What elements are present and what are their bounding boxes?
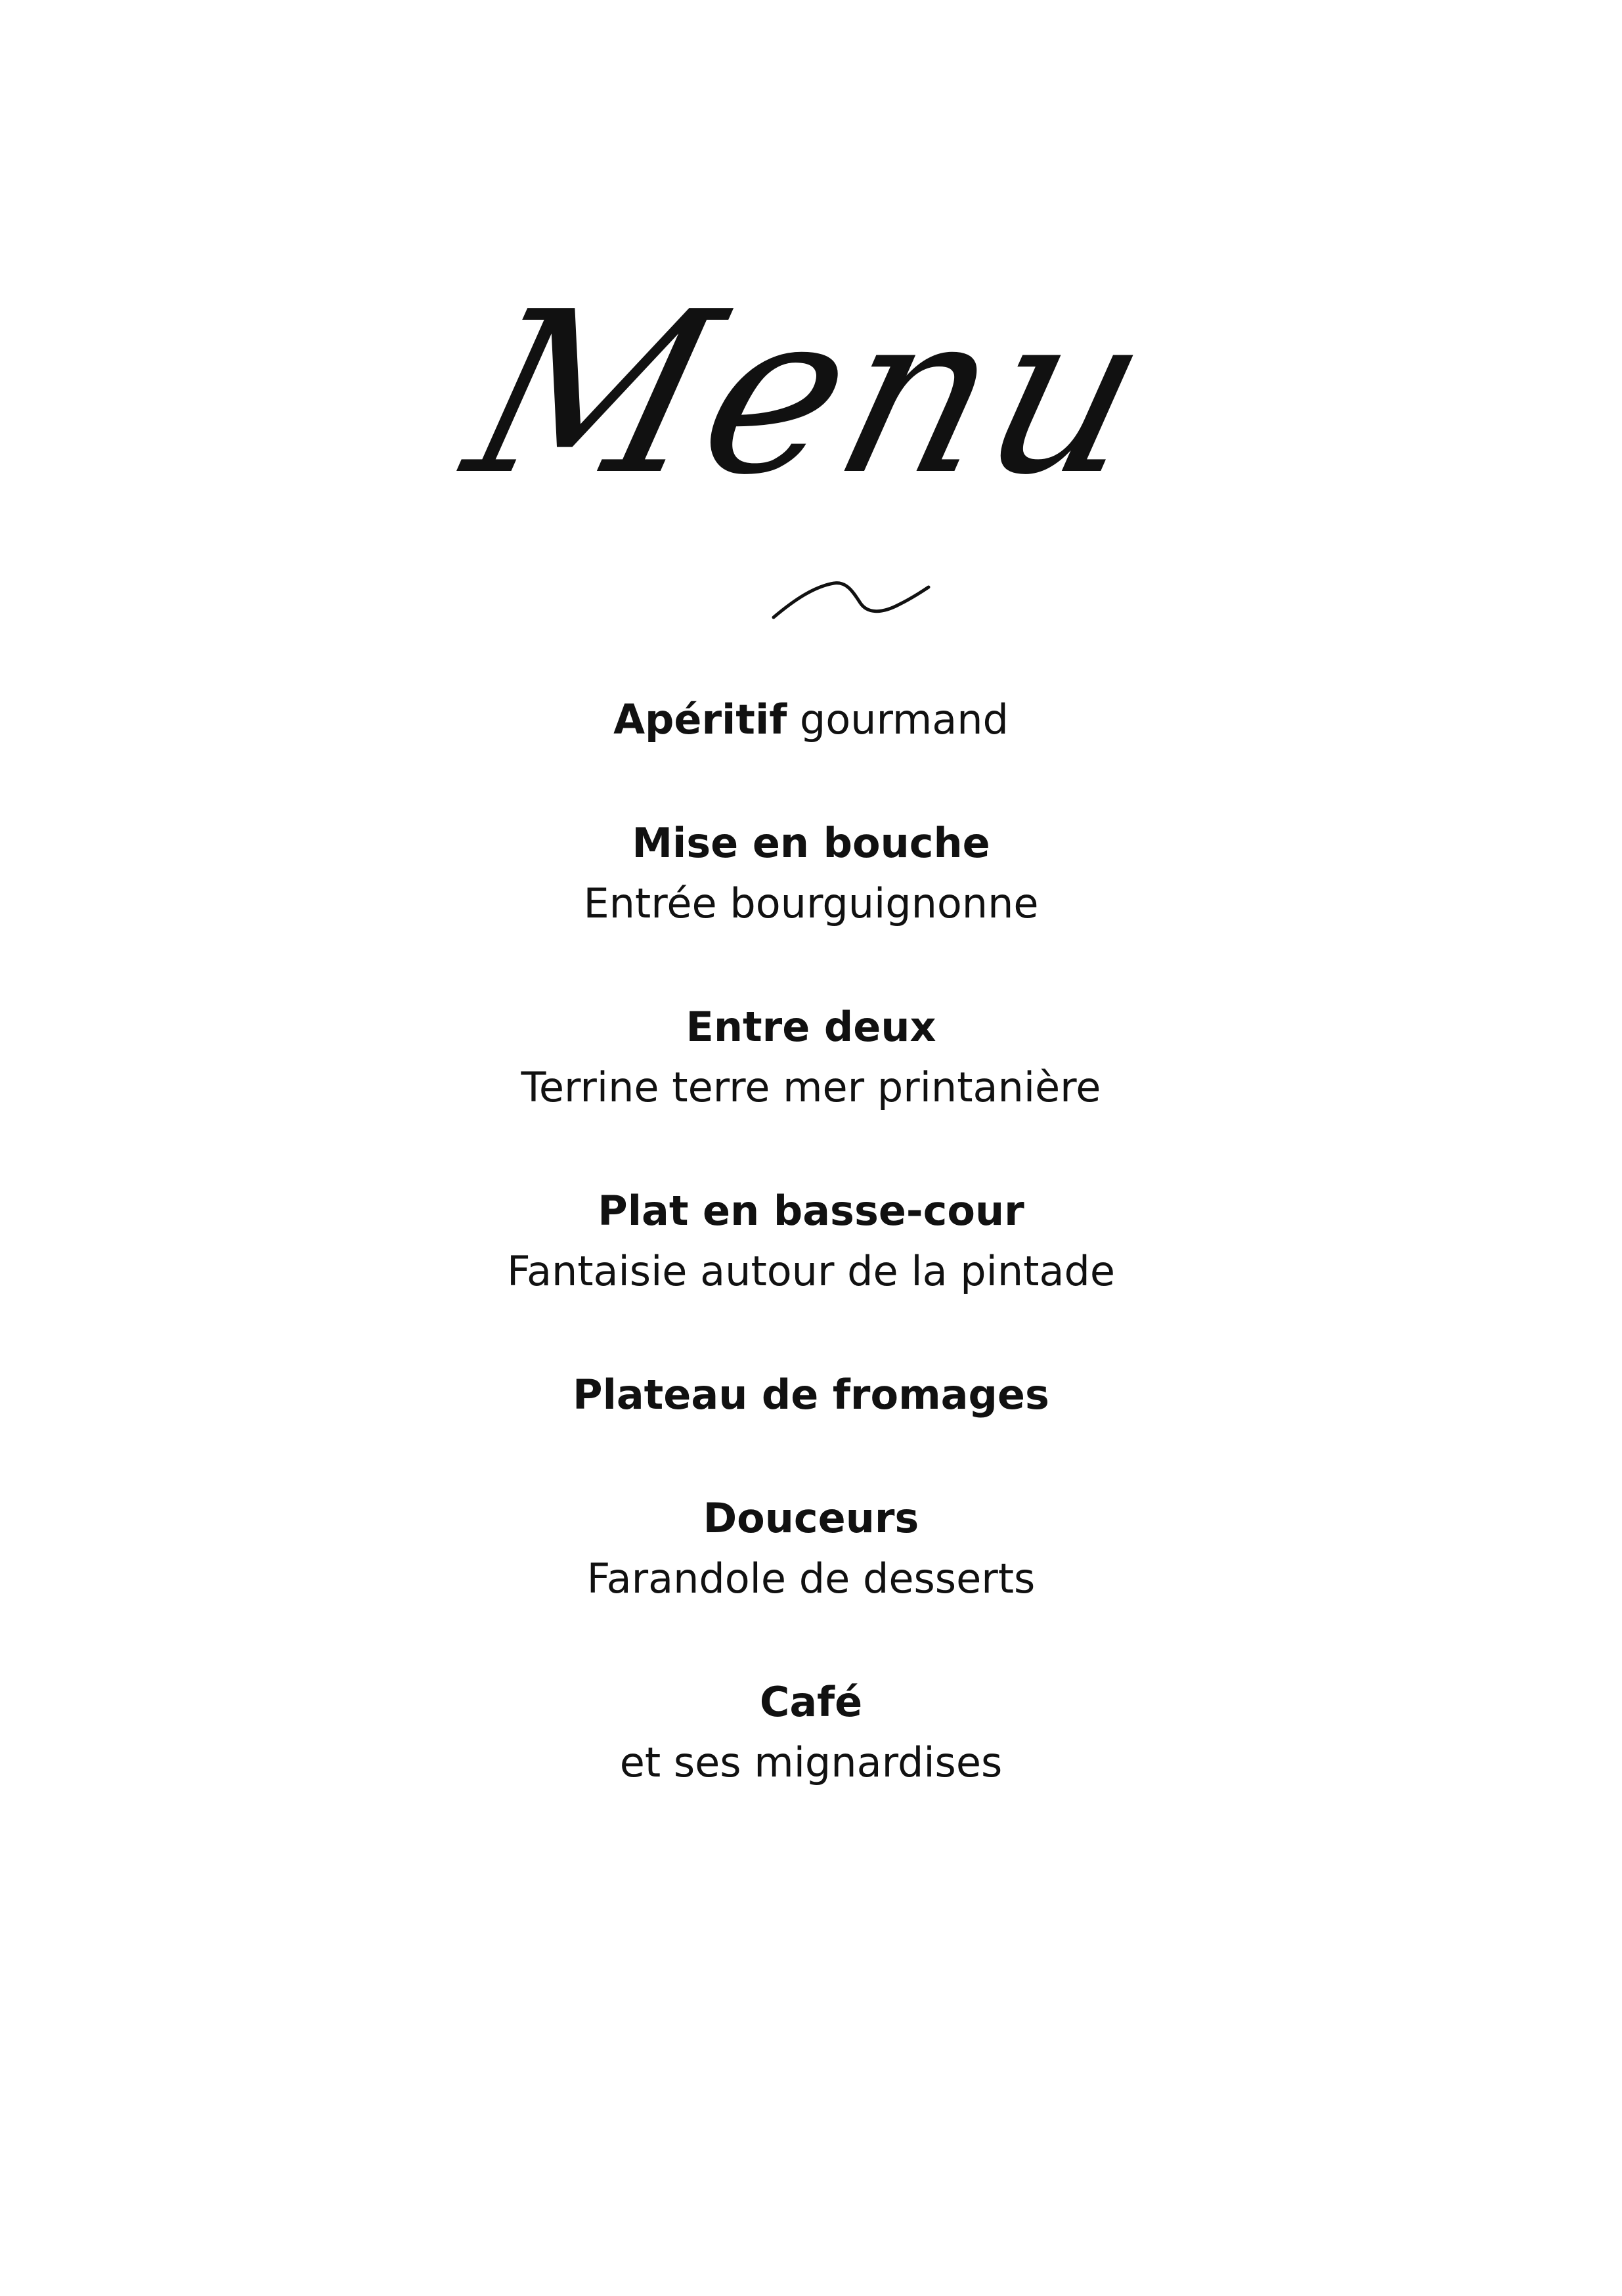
course-name: Plateau de fromages <box>573 1371 1049 1419</box>
course-aperitif <box>0 690 1622 750</box>
course-description: Fantaisie autour de la pintade <box>506 1247 1115 1295</box>
course-name: Entre deux <box>686 1003 936 1051</box>
course-entre-deux <box>0 997 1622 1118</box>
course-description: et ses mignardises <box>619 1738 1003 1786</box>
course-name: Plat en basse-cour <box>598 1187 1024 1235</box>
course-name: Mise en bouche <box>632 819 990 867</box>
course-description: Terrine terre mer printanière <box>521 1063 1101 1111</box>
wave-flourish-icon <box>768 563 932 623</box>
course-douceurs <box>0 1488 1622 1609</box>
menu-body <box>0 690 1622 1856</box>
course-description: gourmand <box>799 695 1009 743</box>
course-fromages <box>0 1365 1622 1425</box>
course-plat <box>0 1181 1622 1302</box>
course-description: Entrée bourguignonne <box>583 879 1039 927</box>
course-name: Douceurs <box>703 1494 919 1542</box>
course-description: Farandole de desserts <box>586 1555 1036 1602</box>
course-cafe <box>0 1672 1622 1793</box>
course-name: Café <box>759 1678 863 1726</box>
course-mise-en-bouche <box>0 813 1622 934</box>
page-title: Menu <box>446 264 1176 524</box>
course-name: Apéritif <box>613 695 787 743</box>
